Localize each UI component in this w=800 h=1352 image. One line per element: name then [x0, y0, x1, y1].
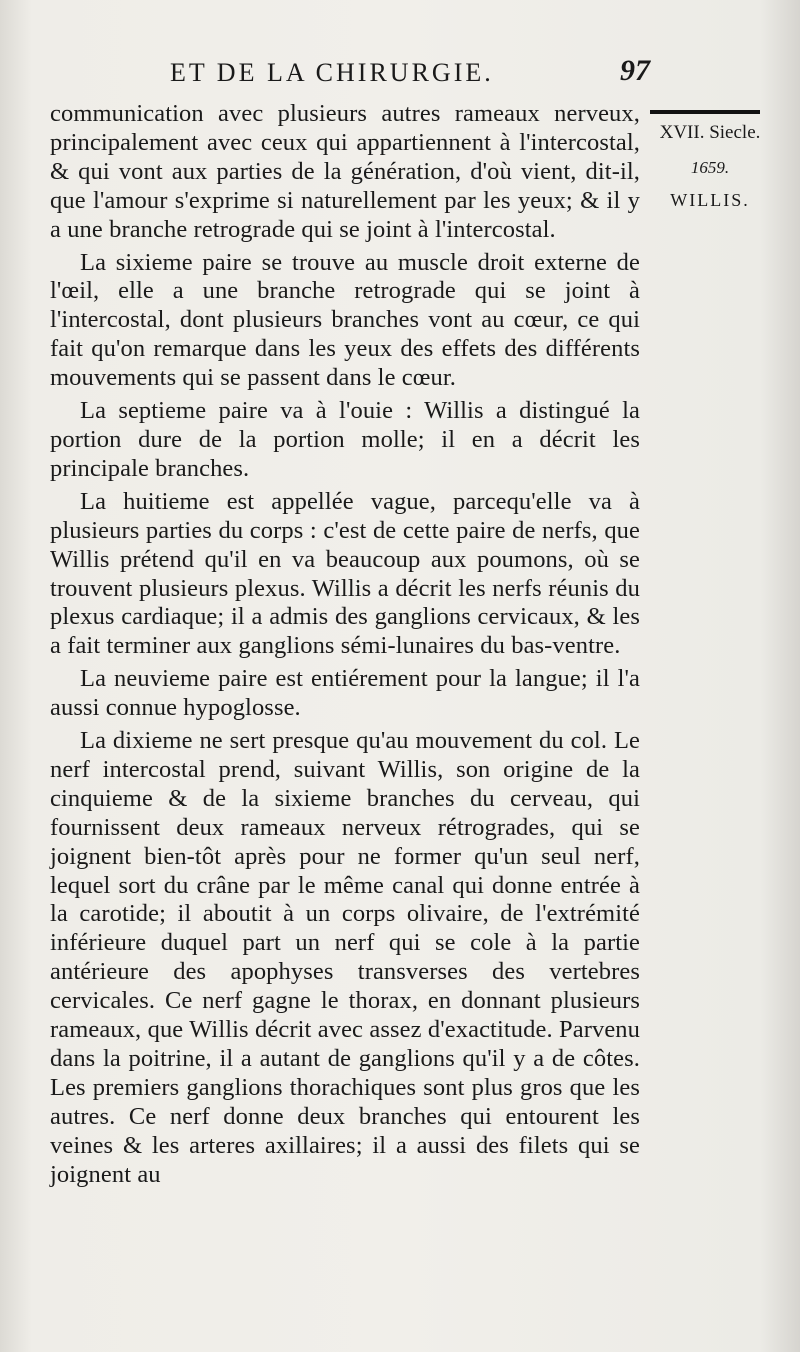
paragraph: La huitieme est appellée vague, parcequ'elle va à plusieurs parties du corps : c'est de cette paire de nerfs, que Willis prétend qu'il en va beaucoup aux poumons, où se trouvent plusieurs plexus. Willis a décrit les nerfs réunis du plexus cardiaque; il a admis des ganglions cervicaux, & les a fait terminer aux ganglions sémi-lunaires du bas-ventre. — [50, 487, 640, 660]
paragraph: La septieme paire va à l'ouie : Willis a distingué la portion dure de la portion molle; il en a décrit les principale branches. — [50, 397, 640, 482]
paragraph: La neuvieme paire est entiérement pour la langue; il l'a aussi connue hypoglosse. — [50, 665, 640, 722]
body-text — [50, 100, 640, 1190]
page-number: 97 — [620, 54, 650, 87]
margin-rule — [650, 110, 760, 114]
page-header — [170, 54, 650, 98]
paragraph: communication avec plusieurs autres rameaux nerveux, principalement avec ceux qui appartiennent à l'intercostal, & qui vont aux parties de la génération, d'où vient, dit-il, que l'amour s'exprime si naturellement par les yeux; & il y a une branche retrograde qui se joint à l'intercostal. — [50, 100, 640, 243]
margin-notes — [640, 122, 780, 211]
margin-century: XVII. Siecle. — [659, 122, 761, 143]
margin-name: WILLIS. — [670, 190, 750, 210]
paragraph: La dixieme ne sert presque qu'au mouvement du col. Le nerf intercostal prend, suivant Willis, son origine de la cinquieme & de la sixieme branches du cerveau, qui fournissent deux rameaux nerveux rétrogrades, qui se joignent bien-tôt après pour ne former qu'un seul nerf, lequel sort du crâne par le même canal qui donne entrée à la carotide; il aboutit à un corps olivaire, de l'extrémité inférieure duquel part un nerf qui se cole à la partie antérieure des apophyses transverses des vertebres cervicales. Ce nerf gagne le thorax, en donnant plusieurs rameaux, que Willis décrit avec assez d'exactitude. Parvenu dans la poitrine, il a autant de ganglions qu'il y a de côtes. Les premiers ganglions thorachiques sont plus gros que les autres. Ce nerf donne deux branches qui entourent les veines & les arteres axillaires; il a aussi des filets qui se joignent au — [50, 727, 640, 1188]
margin-year: 1659. — [690, 158, 730, 177]
paragraph: La sixieme paire se trouve au muscle droit externe de l'œil, elle a une branche retrograde qui se joint à l'intercostal, dont plusieurs branches vont au cœur, ce qui fait qu'on remarque dans les yeux des effets des différents mouvements qui se passent dans le cœur. — [50, 248, 640, 392]
running-head: ET DE LA CHIRURGIE. — [170, 58, 494, 87]
